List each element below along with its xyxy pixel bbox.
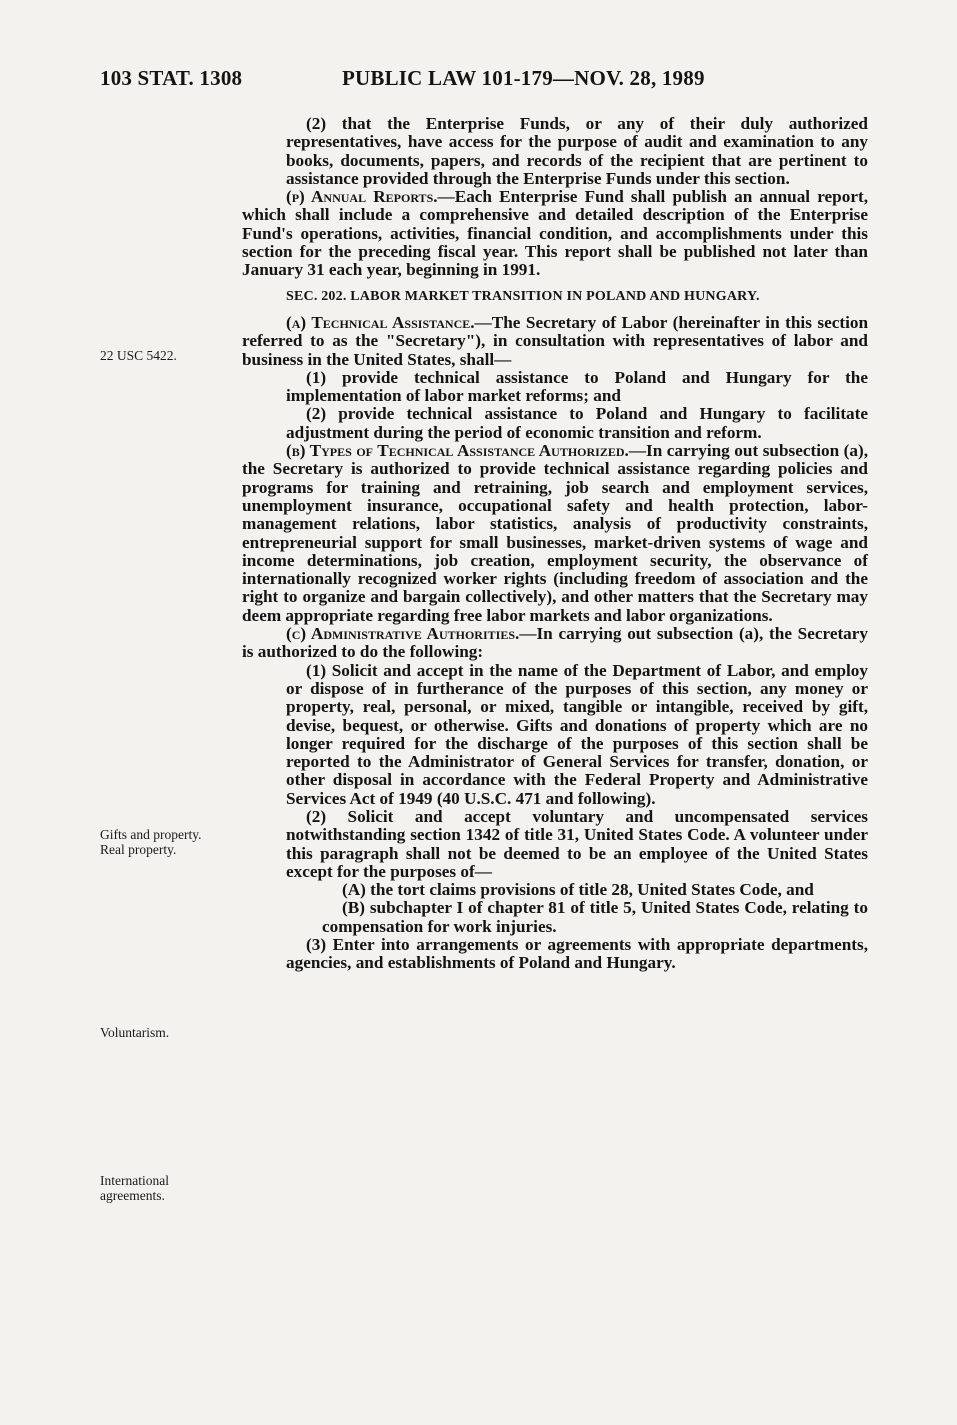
margin-note-gifts: Gifts and property. Real property.	[100, 827, 202, 857]
subsection-p-heading: (p) Annual Reports.	[286, 187, 438, 207]
subsection-a-body: —The Secretary of Labor (hereinafter in this section referred to as the "Secretary"), in consultation with representatives of labor and business in the United States, shall—	[242, 312, 868, 369]
margin-note-usc: 22 USC 5422.	[100, 348, 177, 363]
subsection-a-heading: (a) Technical Assistance.	[286, 312, 475, 332]
paragraph-c-3: (3) Enter into arrangements or agreements with appropriate departments, agencies, and establishments of Poland and Hungary.	[286, 935, 868, 973]
subsection-c	[242, 625, 868, 662]
margin-note-voluntarism: Voluntarism.	[100, 1025, 170, 1040]
subsection-b-heading: (b) Types of Technical Assistance Authorized.	[286, 441, 629, 461]
subsection-b	[242, 442, 868, 625]
public-law-citation: PUBLIC LAW 101-179—NOV. 28, 1989	[342, 66, 705, 90]
paragraph-a-1: (1) provide technical assistance to Poland and Hungary for the implementation of labor market reforms; and	[286, 367, 868, 406]
subparagraph-c-2-a: (A) the tort claims provisions of title 28, United States Code, and	[342, 880, 814, 900]
stat-page-number: 103 STAT. 1308	[100, 66, 243, 90]
subsection-b-body: —In carrying out subsection (a), the Secretary is authorized to provide technical assistance regarding policies and programs for training and retraining, job search and employment services, unemployment insurance, occupational safety and health protection, labor-management relations, labor statistics, analysis of productivity constraints, entrepreneurial support for small businesses, market-driven systems of wage and income determinations, job creation, employment security, the observance of internationally recognized worker rights (including freedom of association and the right to organize and bargain collectively), and other matters that the Secretary may deem appropriate regarding free labor markets and labor organizations.	[242, 441, 868, 625]
subparagraph-c-2-b: (B) subchapter I of chapter 81 of title 5, United States Code, relating to compensation for work injuries.	[322, 898, 868, 936]
paragraph-c-2: (2) Solicit and accept voluntary and uncompensated services notwithstanding section 1342 of title 31, United States Code. A volunteer under this paragraph shall not be deemed to be an employee of the United States except for the purposes of—	[286, 806, 868, 881]
subsection-p	[242, 188, 868, 279]
paragraph-a-2: (2) provide technical assistance to Poland and Hungary to facilitate adjustment during the period of economic transition and reform.	[286, 404, 868, 442]
subsection-c-body: —In carrying out subsection (a), the Secretary is authorized to do the following:	[242, 624, 868, 662]
section-202-heading: SEC. 202. LABOR MARKET TRANSITION IN POLAND AND HUNGARY.	[286, 288, 760, 304]
paragraph-o-2: (2) that the Enterprise Funds, or any of their duly authorized representatives, have access for the purpose of audit and examination to any books, documents, papers, and records of the recipient that are pertinent to assistance provided through the Enterprise Funds under this section.	[286, 114, 868, 188]
subsection-a	[242, 314, 868, 369]
body-text	[242, 115, 868, 973]
margin-note-international: International agreements.	[100, 1173, 169, 1203]
paragraph-c-1: (1) Solicit and accept in the name of the Department of Labor, and employ or dispose of in furtherance of the purposes of this section, any money or property, real, personal, or mixed, tangible or intangible, received by gift, devise, bequest, or otherwise. Gifts and donations of property which are no longer required for the discharge of the purposes of this section shall be reported to the Administrator of General Services for transfer, donation, or other disposal in accordance with the Federal Property and Administrative Services Act of 1949 (40 U.S.C. 471 and following).	[286, 660, 868, 808]
subsection-c-heading: (c) Administrative Authorities.	[286, 624, 520, 644]
subsection-p-body: —Each Enterprise Fund shall publish an annual report, which shall include a comprehensive and detailed description of the Enterprise Fund's operations, activities, financial condition, and accomplishments under this section for the preceding fiscal year. This report shall be published not later than January 31 each year, beginning in 1991.	[242, 187, 868, 280]
